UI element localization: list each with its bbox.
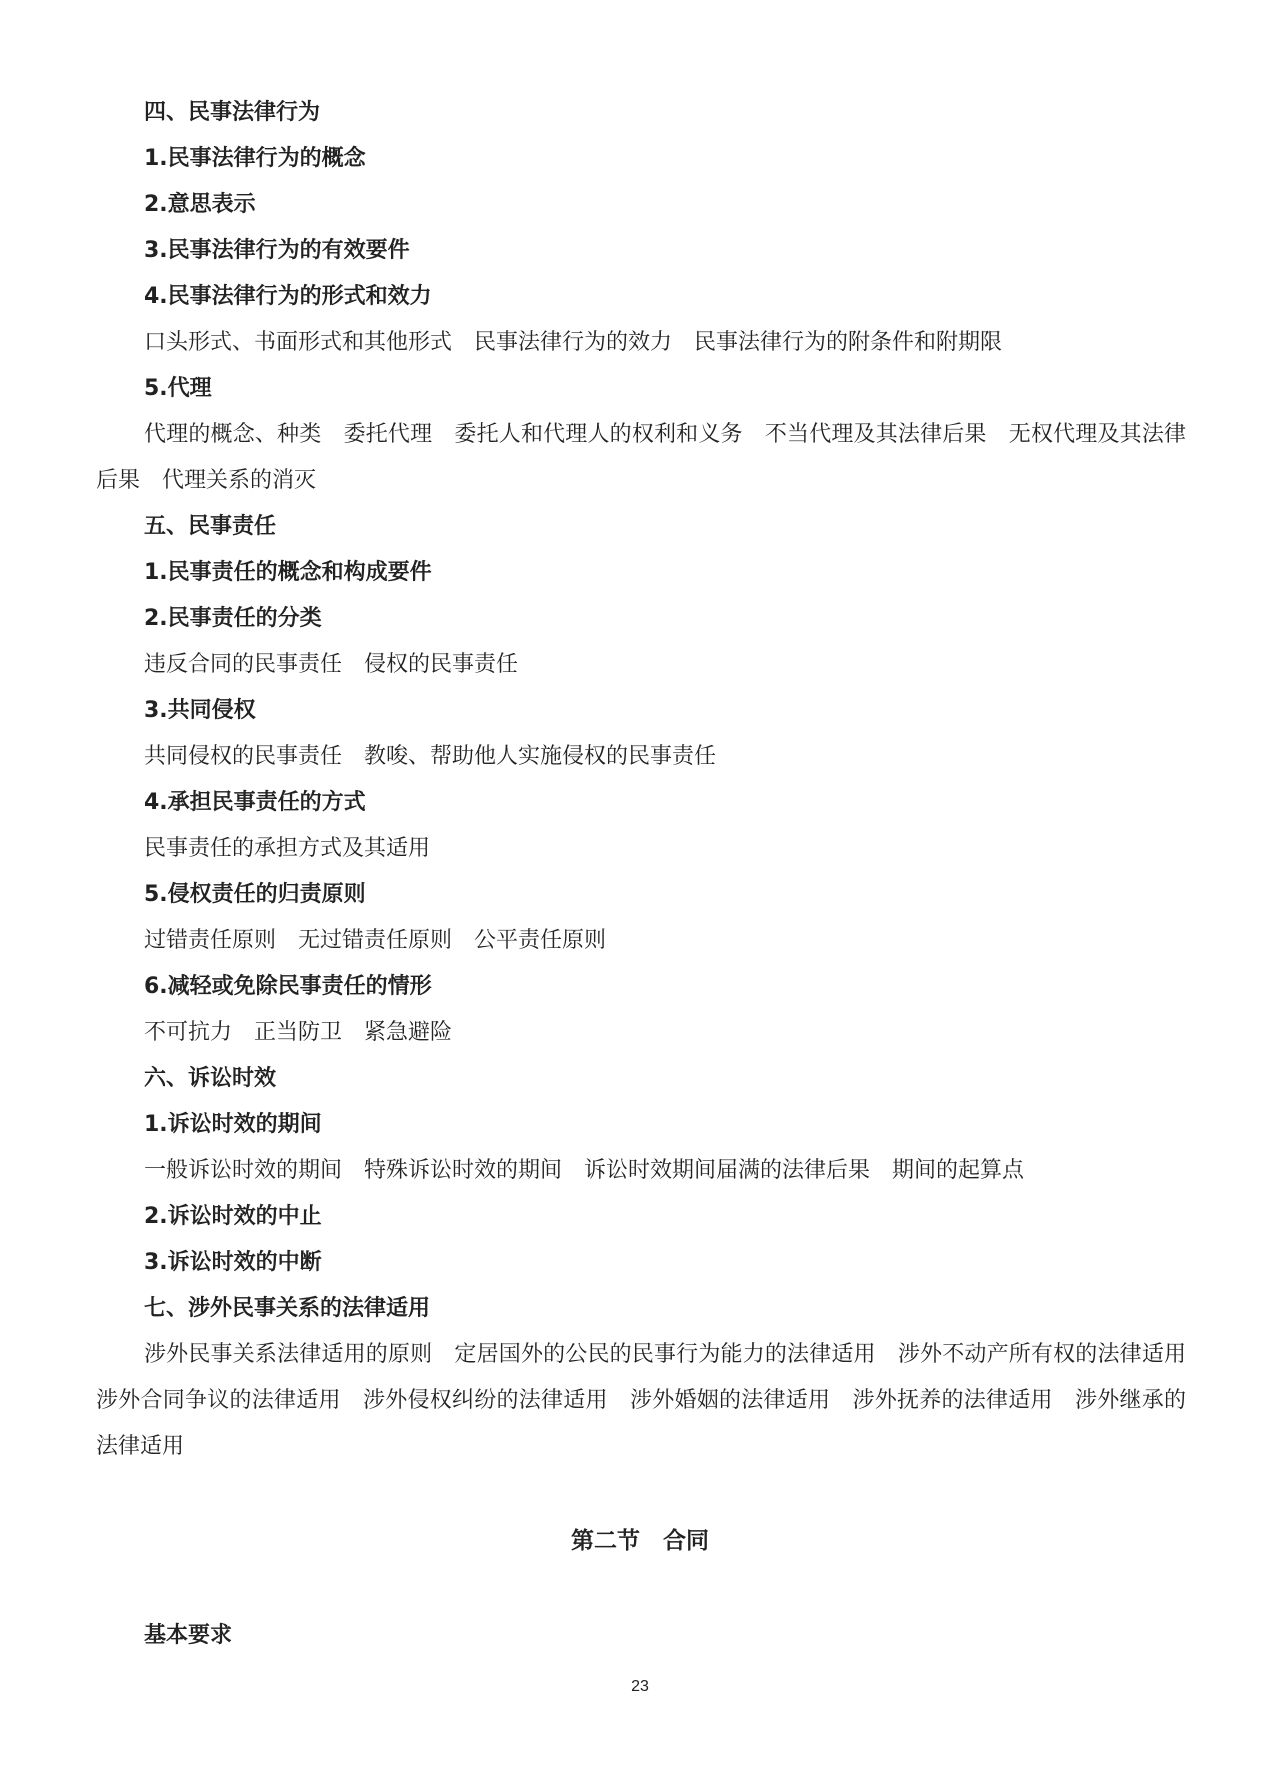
item-text: 共同侵权的民事责任 教唆、帮助他人实施侵权的民事责任 (144, 744, 717, 769)
item-text: 违反合同的民事责任 侵权的民事责任 (144, 652, 519, 677)
item-text: 口头形式、书面形式和其他形式 民事法律行为的效力 民事法律行为的附条件和附期限 (144, 330, 1003, 355)
section-title: 第二节 合同 (571, 1528, 709, 1554)
item-text: 民事责任的承担方式及其适用 (144, 836, 431, 861)
item-text: 代理的概念、种类 委托代理 委托人和代理人的权利和义务 不当代理及其法律后果 无权代理及其法律后果 代理关系的消灭 (96, 422, 1186, 493)
item-title: 4.承担民事责任的方式 (144, 790, 366, 815)
item-title: 2.意思表示 (144, 192, 256, 217)
item-title: 1.民事法律行为的概念 (144, 146, 366, 171)
section-heading: 五、民事责任 (144, 514, 277, 539)
item-title: 5.代理 (144, 376, 212, 401)
item-title: 5.侵权责任的归责原则 (144, 882, 366, 907)
page-content (96, 90, 1209, 1470)
item-text: 不可抗力 正当防卫 紧急避险 (144, 1020, 453, 1045)
item-title: 1.民事责任的概念和构成要件 (144, 560, 432, 585)
item-title: 3.共同侵权 (144, 698, 256, 723)
item-title: 3.民事法律行为的有效要件 (144, 238, 410, 263)
section-heading: 四、民事法律行为 (144, 100, 321, 125)
item-title: 2.诉讼时效的中止 (144, 1204, 322, 1229)
item-title: 3.诉讼时效的中断 (144, 1250, 322, 1275)
section-heading: 七、涉外民事关系的法律适用 (144, 1296, 431, 1321)
item-text: 一般诉讼时效的期间 特殊诉讼时效的期间 诉讼时效期间届满的法律后果 期间的起算点 (144, 1158, 1025, 1183)
item-title: 4.民事法律行为的形式和效力 (144, 284, 432, 309)
item-title: 6.减轻或免除民事责任的情形 (144, 974, 432, 999)
section-text: 涉外民事关系法律适用的原则 定居国外的公民的民事行为能力的法律适用 涉外不动产所有权的法律适用 涉外合同争议的法律适用 涉外侵权纠纷的法律适用 涉外婚姻的法律适用 涉外抚养的法律适用 涉外继承的法律适用 (96, 1342, 1209, 1459)
basic-requirements-heading: 基本要求 (144, 1623, 233, 1648)
section-heading: 六、诉讼时效 (144, 1066, 277, 1091)
item-title: 2.民事责任的分类 (144, 606, 322, 631)
item-title: 1.诉讼时效的期间 (144, 1112, 322, 1137)
page-number: 23 (631, 1678, 649, 1695)
item-text: 过错责任原则 无过错责任原则 公平责任原则 (144, 928, 607, 953)
